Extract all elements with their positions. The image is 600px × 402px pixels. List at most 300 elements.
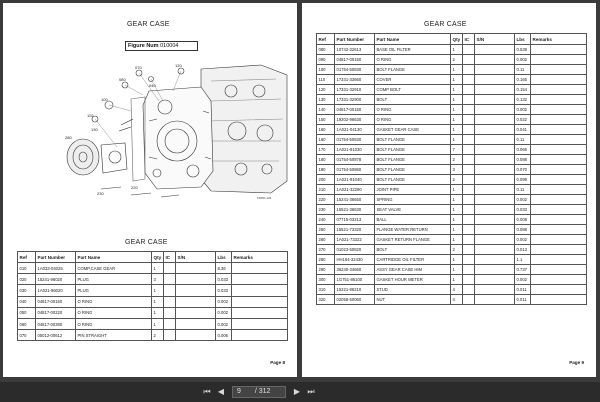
- table-cell: [176, 263, 216, 274]
- table-header-cell: Lbs: [216, 252, 232, 263]
- table-cell: GASKET GEAR CASE: [375, 125, 451, 135]
- figure-number-box: [125, 41, 198, 51]
- table-cell: 020: [18, 274, 36, 285]
- table-cell: [531, 155, 587, 165]
- table-cell: [232, 296, 288, 307]
- table-cell: [531, 75, 587, 85]
- table-cell: BALL: [375, 215, 451, 225]
- table-cell: [531, 135, 587, 145]
- callout-label: 040: [149, 83, 156, 88]
- table-header-cell: Qty: [152, 252, 164, 263]
- table-cell: O RING: [375, 55, 451, 65]
- table-cell: 160: [317, 135, 335, 145]
- table-cell: [463, 155, 475, 165]
- table-cell: 0.088: [515, 225, 531, 235]
- table-cell: 0.011: [515, 285, 531, 295]
- table-cell: 17331-33660: [335, 75, 375, 85]
- table-cell: [463, 235, 475, 245]
- table-cell: [463, 195, 475, 205]
- table-cell: [164, 307, 176, 318]
- table-cell: COMP BOLT: [375, 85, 451, 95]
- table-cell: 010: [18, 263, 36, 274]
- table-row: [317, 125, 587, 135]
- table-cell: 36240-34660: [335, 265, 375, 275]
- table-row: [18, 285, 288, 296]
- table-cell: 04817-00150: [335, 105, 375, 115]
- table-cell: GASKET RETURN FLANGE: [375, 235, 451, 245]
- table-row: [317, 195, 587, 205]
- table-cell: 1: [152, 263, 164, 274]
- table-cell: [475, 65, 515, 75]
- table-header-cell: Ref: [18, 252, 36, 263]
- table-cell: [463, 105, 475, 115]
- table-row: [317, 285, 587, 295]
- table-cell: 1: [451, 115, 463, 125]
- last-page-icon[interactable]: ⏭: [307, 387, 315, 396]
- table-cell: 250: [317, 225, 335, 235]
- page-title: GEAR CASE: [127, 21, 170, 28]
- table-cell: 4: [451, 295, 463, 305]
- table-row: [317, 65, 587, 75]
- table-cell: 0.002: [216, 296, 232, 307]
- table-cell: [463, 165, 475, 175]
- table-cell: 7: [451, 145, 463, 155]
- callout-label: 220: [131, 185, 138, 190]
- table-cell: BOLT FLANGE: [375, 145, 451, 155]
- table-cell: 1A021-91030: [335, 145, 375, 155]
- current-page[interactable]: 9: [237, 388, 241, 395]
- table-cell: [475, 225, 515, 235]
- table-cell: 0.002: [216, 318, 232, 329]
- table-cell: 1: [451, 95, 463, 105]
- table-cell: [475, 145, 515, 155]
- table-cell: [531, 285, 587, 295]
- table-cell: JOINT PIPE: [375, 185, 451, 195]
- table-cell: [475, 275, 515, 285]
- table-cell: 230: [317, 205, 335, 215]
- table-cell: 15241-96020: [36, 274, 76, 285]
- table-cell: 190: [317, 165, 335, 175]
- table-cell: 1: [451, 205, 463, 215]
- table-header-cell: Part Number: [335, 34, 375, 45]
- table-cell: 0.154: [515, 85, 531, 95]
- table-cell: BOLT FLANGE: [375, 175, 451, 185]
- table-row: [317, 145, 587, 155]
- table-cell: [531, 85, 587, 95]
- table-cell: [531, 55, 587, 65]
- table-cell: [531, 255, 587, 265]
- table-cell: [475, 255, 515, 265]
- table-cell: 0.165: [515, 75, 531, 85]
- table-cell: FLANGE WATER RETURN: [375, 225, 451, 235]
- table-cell: 8.36: [216, 263, 232, 274]
- table-cell: [475, 285, 515, 295]
- table-cell: [531, 245, 587, 255]
- table-cell: 180: [317, 155, 335, 165]
- table-cell: [232, 318, 288, 329]
- table-cell: [164, 274, 176, 285]
- table-cell: 030: [18, 285, 36, 296]
- table-cell: SPRING: [375, 195, 451, 205]
- table-cell: 040: [18, 296, 36, 307]
- table-cell: 310: [317, 285, 335, 295]
- table-cell: [475, 195, 515, 205]
- table-cell: [475, 105, 515, 115]
- table-cell: 070: [18, 330, 36, 341]
- table-cell: 0.002: [515, 275, 531, 285]
- table-cell: 1: [152, 285, 164, 296]
- table-cell: 110: [317, 75, 335, 85]
- table-cell: [463, 225, 475, 235]
- table-cell: [463, 285, 475, 295]
- table-cell: O RING: [76, 318, 152, 329]
- table-cell: 3: [152, 274, 164, 285]
- table-cell: [463, 275, 475, 285]
- table-cell: [475, 235, 515, 245]
- parts-table: [17, 251, 288, 341]
- table-cell: BOLT: [375, 95, 451, 105]
- table-cell: O RING: [76, 296, 152, 307]
- table-row: [317, 235, 587, 245]
- table-row: [317, 185, 587, 195]
- table-cell: [232, 330, 288, 341]
- table-cell: 01754-50830: [335, 65, 375, 75]
- table-cell: [475, 265, 515, 275]
- table-cell: 4: [451, 285, 463, 295]
- callout-label: 120: [175, 63, 182, 68]
- table-cell: [531, 95, 587, 105]
- table-cell: [531, 185, 587, 195]
- table-cell: 0.013: [515, 245, 531, 255]
- table-cell: O RING: [375, 115, 451, 125]
- table-cell: [475, 295, 515, 305]
- table-cell: [176, 285, 216, 296]
- table-cell: [463, 265, 475, 275]
- table-cell: 1: [451, 135, 463, 145]
- table-cell: [463, 45, 475, 55]
- table-cell: BASE OIL FILTER: [375, 45, 451, 55]
- table-cell: 320: [317, 295, 335, 305]
- table-cell: 0.088: [515, 155, 531, 165]
- table-cell: [531, 265, 587, 275]
- table-cell: 15241-36650: [335, 195, 375, 205]
- table-row: [317, 55, 587, 65]
- table-row: [18, 263, 288, 274]
- table-row: [317, 265, 587, 275]
- table-header-cell: Lbs: [515, 34, 531, 45]
- table-cell: 150: [317, 115, 335, 125]
- table-cell: BOLT FLANGE: [375, 155, 451, 165]
- table-cell: 05012-00612: [36, 330, 76, 341]
- figure-number-value: 010004: [160, 43, 179, 49]
- table-cell: BOLT FLANGE: [375, 165, 451, 175]
- table-cell: 1: [451, 275, 463, 285]
- table-cell: 1: [152, 296, 164, 307]
- table-cell: 1A021-91040: [335, 175, 375, 185]
- table-cell: 1: [451, 125, 463, 135]
- page-number-input[interactable]: [232, 386, 286, 398]
- table-cell: [531, 105, 587, 115]
- table-header-row: [317, 34, 587, 45]
- table-cell: 130: [317, 95, 335, 105]
- table-cell: 1A021-96020: [36, 285, 76, 296]
- table-row: [317, 225, 587, 235]
- table-cell: 1G751-86100: [335, 275, 375, 285]
- table-cell: [164, 330, 176, 341]
- table-cell: 210: [317, 185, 335, 195]
- table-cell: [232, 263, 288, 274]
- table-row: [317, 85, 587, 95]
- table-cell: BOLT: [375, 245, 451, 255]
- table-cell: [531, 275, 587, 285]
- table-cell: 1: [451, 65, 463, 75]
- total-pages: / 312: [254, 388, 271, 395]
- table-cell: 1: [152, 318, 164, 329]
- table-cell: 1: [451, 75, 463, 85]
- table-cell: PIN STRAIGHT: [76, 330, 152, 341]
- table-cell: ASSY GEAR CASE HIM: [375, 265, 451, 275]
- table-cell: [531, 235, 587, 245]
- page-number: Page 8: [270, 360, 285, 365]
- table-cell: [475, 185, 515, 195]
- table-cell: 300: [317, 275, 335, 285]
- table-cell: 280: [317, 255, 335, 265]
- page-number: Page 9: [569, 360, 584, 365]
- table-cell: 17331-32900: [335, 95, 375, 105]
- table-row: [18, 307, 288, 318]
- table-cell: [463, 255, 475, 265]
- table-cell: 19202-96630: [335, 115, 375, 125]
- table-cell: [531, 115, 587, 125]
- table-cell: 050: [18, 307, 36, 318]
- table-cell: 1: [451, 85, 463, 95]
- table-cell: 0.033: [515, 205, 531, 215]
- table-cell: [475, 205, 515, 215]
- table-row: [317, 255, 587, 265]
- table-cell: [232, 274, 288, 285]
- table-cell: [475, 175, 515, 185]
- table-cell: 240: [317, 215, 335, 225]
- table-row: [317, 75, 587, 85]
- table-cell: HH164-32430: [335, 255, 375, 265]
- callout-label: 080: [119, 77, 126, 82]
- table-row: [317, 155, 587, 165]
- table-cell: SEAT VALVE: [375, 205, 451, 215]
- table-cell: [475, 75, 515, 85]
- table-cell: 1: [451, 225, 463, 235]
- table-cell: [463, 205, 475, 215]
- figure-number-label: Figure Num: [128, 43, 159, 49]
- table-cell: [475, 135, 515, 145]
- table-row: [18, 318, 288, 329]
- table-cell: [176, 296, 216, 307]
- table-cell: 270: [317, 245, 335, 255]
- table-cell: 120: [317, 85, 335, 95]
- table-cell: 160: [317, 125, 335, 135]
- table-cell: 0.002: [515, 55, 531, 65]
- table-cell: 02058-50060: [335, 295, 375, 305]
- table-header-cell: S/N: [176, 252, 216, 263]
- table-cell: 140: [317, 105, 335, 115]
- table-cell: [463, 245, 475, 255]
- table-cell: [232, 285, 288, 296]
- page-right: [302, 3, 596, 377]
- table-cell: [463, 215, 475, 225]
- table-cell: [463, 145, 475, 155]
- table-row: [317, 295, 587, 305]
- table-cell: COVER: [375, 75, 451, 85]
- table-cell: 2: [451, 245, 463, 255]
- table-cell: BOLT FLANGE: [375, 65, 451, 75]
- next-page-icon[interactable]: ▶: [293, 387, 301, 396]
- table-row: [317, 215, 587, 225]
- table-cell: [463, 75, 475, 85]
- table-cell: 1.1: [515, 255, 531, 265]
- table-cell: [531, 125, 587, 135]
- table-cell: 07715-03213: [335, 215, 375, 225]
- first-page-icon[interactable]: ⏮: [203, 387, 211, 396]
- table-cell: 090: [317, 55, 335, 65]
- table-header-cell: Part Number: [36, 252, 76, 263]
- table-header-cell: Ref: [317, 34, 335, 45]
- table-cell: 04817-00150: [36, 296, 76, 307]
- table-cell: 15521-73320: [335, 225, 375, 235]
- table-cell: [463, 185, 475, 195]
- table-header-cell: IC: [463, 34, 475, 45]
- table-cell: 0.099: [515, 175, 531, 185]
- table-cell: [164, 285, 176, 296]
- table-cell: CARTRIDGE OIL FILTER: [375, 255, 451, 265]
- table-header-cell: Part Name: [76, 252, 152, 263]
- table-cell: GASKET HOUR METER: [375, 275, 451, 285]
- table-header-cell: S/N: [475, 34, 515, 45]
- table-cell: 0.011: [515, 295, 531, 305]
- table-cell: 15521-36630: [335, 205, 375, 215]
- table-row: [317, 205, 587, 215]
- table-title: GEAR CASE: [125, 239, 168, 246]
- table-header-cell: Part Name: [375, 34, 451, 45]
- table-cell: [531, 295, 587, 305]
- table-cell: 290: [317, 265, 335, 275]
- callout-label: 230: [97, 191, 104, 196]
- table-cell: [531, 65, 587, 75]
- table-cell: [531, 195, 587, 205]
- table-cell: STUD: [375, 285, 451, 295]
- table-cell: 1A021-73322: [335, 235, 375, 245]
- table-header-row: [18, 252, 288, 263]
- table-header-cell: Remarks: [232, 252, 288, 263]
- table-cell: 2: [451, 175, 463, 185]
- table-cell: 2: [152, 330, 164, 341]
- prev-page-icon[interactable]: ◀: [217, 387, 225, 396]
- table-cell: 0.11: [515, 135, 531, 145]
- table-cell: [531, 225, 587, 235]
- table-cell: [475, 85, 515, 95]
- table-cell: 3: [451, 165, 463, 175]
- table-cell: [463, 295, 475, 305]
- callout-label: 130: [91, 127, 98, 132]
- table-cell: [531, 45, 587, 55]
- table-cell: [164, 318, 176, 329]
- table-row: [317, 45, 587, 55]
- table-cell: 0.002: [515, 195, 531, 205]
- table-cell: [176, 330, 216, 341]
- table-cell: 0.033: [216, 274, 232, 285]
- table-header-cell: Qty: [451, 34, 463, 45]
- table-cell: 170: [317, 145, 335, 155]
- table-cell: 1A021-32290: [335, 185, 375, 195]
- table-cell: 2: [451, 155, 463, 165]
- table-cell: [475, 215, 515, 225]
- table-cell: 060: [18, 318, 36, 329]
- table-cell: [475, 245, 515, 255]
- table-cell: 01754-50878: [335, 155, 375, 165]
- table-cell: 100: [317, 65, 335, 75]
- table-cell: [531, 175, 587, 185]
- table-cell: [463, 85, 475, 95]
- table-cell: 0.041: [515, 125, 531, 135]
- table-cell: 0.022: [515, 115, 531, 125]
- table-cell: 0.11: [515, 185, 531, 195]
- table-cell: 1: [451, 265, 463, 275]
- table-cell: [176, 318, 216, 329]
- table-cell: 0.132: [515, 95, 531, 105]
- table-cell: [531, 205, 587, 215]
- table-cell: 0.737: [515, 265, 531, 275]
- table-cell: 080: [317, 45, 335, 55]
- table-row: [18, 296, 288, 307]
- table-cell: 1: [451, 235, 463, 245]
- table-cell: [164, 263, 176, 274]
- table-cell: [176, 307, 216, 318]
- table-cell: 0.066: [515, 145, 531, 155]
- table-cell: [531, 145, 587, 155]
- table-cell: 17331-32910: [335, 85, 375, 95]
- table-cell: [463, 55, 475, 65]
- table-cell: 1: [451, 45, 463, 55]
- table-cell: 1: [451, 185, 463, 195]
- table-cell: [463, 95, 475, 105]
- table-cell: [531, 215, 587, 225]
- diagram-code: 15850-106: [257, 196, 272, 200]
- table-row: [317, 245, 587, 255]
- table-cell: PLUG: [76, 274, 152, 285]
- table-cell: 1: [152, 307, 164, 318]
- table-cell: [475, 155, 515, 165]
- table-cell: 0.002: [515, 235, 531, 245]
- table-cell: [463, 135, 475, 145]
- table-cell: O RING: [76, 307, 152, 318]
- table-cell: [475, 165, 515, 175]
- table-cell: [531, 165, 587, 175]
- table-cell: 10742-32613: [335, 45, 375, 55]
- table-cell: O RING: [375, 105, 451, 115]
- viewer-toolbar: [0, 382, 600, 402]
- table-cell: 04817-00220: [36, 307, 76, 318]
- table-row: [317, 105, 587, 115]
- table-cell: PLUG: [76, 285, 152, 296]
- table-cell: 1: [451, 215, 463, 225]
- table-cell: 01023-50820: [335, 245, 375, 255]
- table-cell: 04817-00150: [335, 55, 375, 65]
- table-row: [18, 274, 288, 285]
- table-cell: [463, 65, 475, 75]
- table-cell: [176, 274, 216, 285]
- callout-label: 070: [135, 65, 142, 70]
- parts-table: [316, 33, 587, 305]
- table-cell: [164, 296, 176, 307]
- table-cell: 04817-00380: [36, 318, 76, 329]
